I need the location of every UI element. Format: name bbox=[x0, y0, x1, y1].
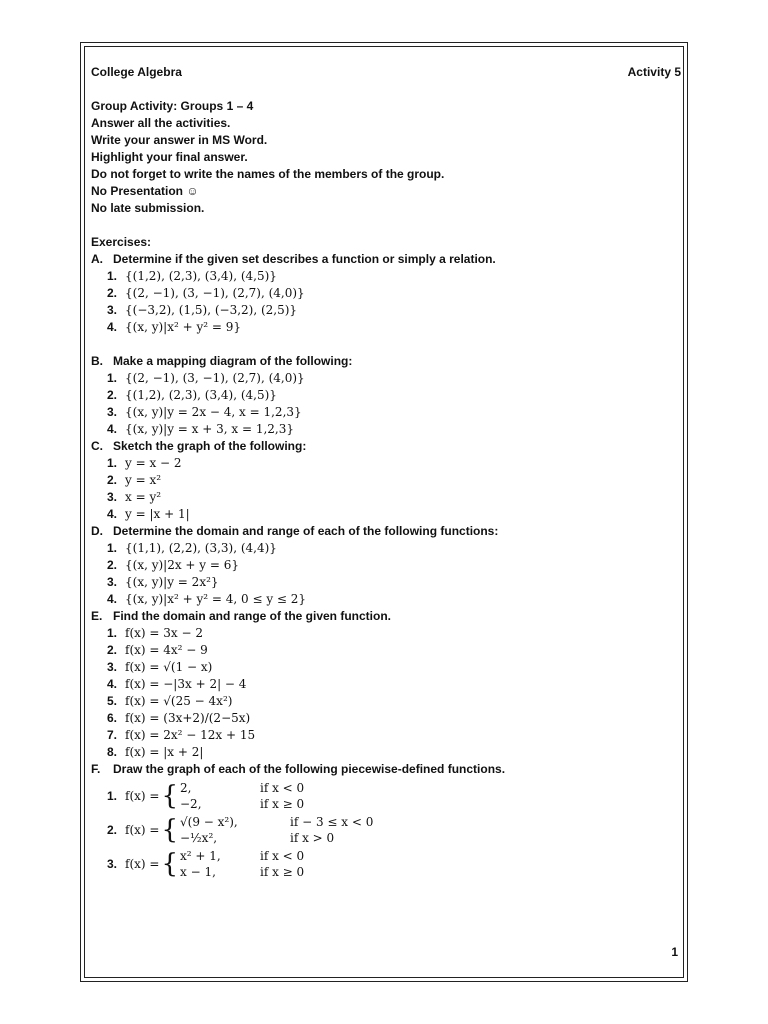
list-item bbox=[91, 710, 681, 727]
section-title: Determine the domain and range of each of the following functions: bbox=[113, 524, 499, 538]
list-item bbox=[91, 540, 681, 557]
item-expression: f(x) = |x + 2| bbox=[125, 745, 204, 759]
piecewise-item bbox=[91, 814, 681, 846]
instruction-line: Answer all the activities. bbox=[91, 116, 231, 130]
item-expression: f(x) = 3x − 2 bbox=[125, 626, 203, 640]
item-expression: {(x, y)|x² + y² = 9} bbox=[125, 320, 242, 334]
case-expression: −2, bbox=[180, 797, 202, 811]
item-expression: y = x − 2 bbox=[125, 456, 182, 470]
item-number: 2. bbox=[106, 643, 117, 657]
item-list bbox=[91, 268, 681, 336]
item-list bbox=[91, 455, 681, 523]
item-number: 3. bbox=[106, 575, 117, 589]
list-item bbox=[91, 659, 681, 676]
function-lhs: f(x) = bbox=[125, 856, 160, 871]
section-title: Sketch the graph of the following: bbox=[113, 439, 307, 453]
item-list bbox=[91, 540, 681, 608]
section bbox=[91, 353, 681, 438]
list-item bbox=[91, 404, 681, 421]
section-heading bbox=[91, 523, 681, 540]
item-expression: y = |x + 1| bbox=[125, 507, 190, 521]
list-item bbox=[91, 693, 681, 710]
case-expression: x − 1, bbox=[180, 865, 216, 879]
item-number: 1. bbox=[106, 541, 117, 555]
item-number: 1. bbox=[106, 269, 117, 283]
section-letter: F. bbox=[91, 762, 101, 776]
list-item bbox=[91, 506, 681, 523]
piecewise-cases bbox=[180, 814, 373, 846]
item-expression: {(x, y)|y = 2x − 4, x = 1,2,3} bbox=[125, 405, 302, 419]
item-expression: f(x) = 4x² − 9 bbox=[125, 643, 208, 657]
item-list bbox=[91, 370, 681, 438]
item-expression: f(x) = √(25 − 4x²) bbox=[125, 694, 233, 708]
list-item bbox=[91, 472, 681, 489]
section-heading bbox=[91, 608, 681, 625]
item-expression: {(1,2), (2,3), (3,4), (4,5)} bbox=[125, 388, 277, 402]
section-title: Make a mapping diagram of the following: bbox=[113, 354, 353, 368]
section bbox=[91, 251, 681, 336]
piecewise-list bbox=[91, 780, 681, 880]
section-heading bbox=[91, 353, 681, 370]
case-condition: if x > 0 bbox=[290, 831, 335, 845]
item-list bbox=[91, 625, 681, 761]
item-number: 2. bbox=[106, 822, 117, 837]
item-number: 4. bbox=[106, 507, 117, 521]
item-number: 1. bbox=[106, 788, 117, 803]
item-number: 1. bbox=[106, 626, 117, 640]
case-expression: x² + 1, bbox=[180, 849, 221, 863]
course-title: College Algebra bbox=[91, 65, 182, 79]
item-expression: f(x) = −|3x + 2| − 4 bbox=[125, 677, 247, 691]
section-letter: C. bbox=[91, 439, 103, 453]
case-expression: 2, bbox=[180, 781, 192, 795]
item-number: 7. bbox=[106, 728, 117, 742]
item-number: 2. bbox=[106, 558, 117, 572]
case-condition: if x ≥ 0 bbox=[260, 865, 305, 879]
exercises-label: Exercises: bbox=[91, 235, 152, 249]
section bbox=[91, 523, 681, 608]
document-page bbox=[91, 64, 681, 882]
instructions bbox=[91, 98, 681, 217]
exercise-sections bbox=[91, 251, 681, 761]
section-letter: E. bbox=[91, 609, 103, 623]
item-expression: {(−3,2), (1,5), (−3,2), (2,5)} bbox=[125, 303, 298, 317]
piecewise-case bbox=[180, 796, 304, 812]
list-item bbox=[91, 302, 681, 319]
brace-icon: { bbox=[161, 849, 178, 879]
item-expression: f(x) = (3x+2)/(2−5x) bbox=[125, 711, 251, 725]
item-expression: f(x) = √(1 − x) bbox=[125, 660, 213, 674]
item-expression: {(1,1), (2,2), (3,3), (4,4)} bbox=[125, 541, 277, 555]
function-lhs: f(x) = bbox=[125, 822, 160, 837]
case-condition: if x < 0 bbox=[260, 781, 305, 795]
list-item bbox=[91, 625, 681, 642]
piecewise-item bbox=[91, 780, 681, 812]
instruction-line: Highlight your final answer. bbox=[91, 150, 248, 164]
item-number: 4. bbox=[106, 422, 117, 436]
list-item bbox=[91, 574, 681, 591]
item-number: 3. bbox=[106, 660, 117, 674]
page-number: 1 bbox=[671, 945, 678, 959]
list-item bbox=[91, 744, 681, 761]
item-number: 1. bbox=[106, 456, 117, 470]
item-number: 8. bbox=[106, 745, 117, 759]
header bbox=[91, 64, 681, 81]
list-item bbox=[91, 370, 681, 387]
item-expression: {(2, −1), (3, −1), (2,7), (4,0)} bbox=[125, 286, 305, 300]
section-letter: D. bbox=[91, 524, 103, 538]
section-title: Draw the graph of each of the following piecewise-defined functions. bbox=[113, 762, 506, 776]
item-number: 3. bbox=[106, 856, 117, 871]
piecewise-case bbox=[180, 780, 304, 796]
item-expression: {(x, y)|y = 2x²} bbox=[125, 575, 219, 589]
piecewise-case bbox=[180, 864, 304, 880]
item-expression: {(1,2), (2,3), (3,4), (4,5)} bbox=[125, 269, 277, 283]
section-title: Find the domain and range of the given function. bbox=[113, 609, 391, 623]
piecewise-case bbox=[180, 848, 304, 864]
item-expression: y = x² bbox=[125, 473, 162, 487]
item-number: 3. bbox=[106, 405, 117, 419]
piecewise-item bbox=[91, 848, 681, 880]
section-letter: B. bbox=[91, 354, 103, 368]
section-f bbox=[91, 761, 681, 880]
list-item bbox=[91, 455, 681, 472]
piecewise-cases bbox=[180, 848, 304, 880]
case-condition: if − 3 ≤ x < 0 bbox=[290, 815, 374, 829]
item-number: 2. bbox=[106, 286, 117, 300]
item-number: 6. bbox=[106, 711, 117, 725]
list-item bbox=[91, 727, 681, 744]
instruction-line: No late submission. bbox=[91, 201, 205, 215]
list-item bbox=[91, 268, 681, 285]
item-number: 4. bbox=[106, 320, 117, 334]
section-heading bbox=[91, 251, 681, 268]
section-heading bbox=[91, 761, 681, 778]
item-number: 5. bbox=[106, 694, 117, 708]
list-item bbox=[91, 591, 681, 608]
list-item bbox=[91, 285, 681, 302]
item-number: 2. bbox=[106, 388, 117, 402]
item-number: 3. bbox=[106, 303, 117, 317]
list-item bbox=[91, 421, 681, 438]
function-lhs: f(x) = bbox=[125, 788, 160, 803]
list-item bbox=[91, 319, 681, 336]
item-number: 4. bbox=[106, 592, 117, 606]
item-number: 2. bbox=[106, 473, 117, 487]
item-expression: {(x, y)|2x + y = 6} bbox=[125, 558, 240, 572]
list-item bbox=[91, 557, 681, 574]
section-heading bbox=[91, 438, 681, 455]
list-item bbox=[91, 489, 681, 506]
section bbox=[91, 608, 681, 761]
case-condition: if x < 0 bbox=[260, 849, 305, 863]
instruction-line: No Presentation ☺ bbox=[91, 184, 199, 198]
section-letter: A. bbox=[91, 252, 103, 266]
instruction-line: Write your answer in MS Word. bbox=[91, 133, 268, 147]
list-item bbox=[91, 676, 681, 693]
piecewise-cases bbox=[180, 780, 304, 812]
item-number: 3. bbox=[106, 490, 117, 504]
instruction-line: Group Activity: Groups 1 – 4 bbox=[91, 99, 254, 113]
case-condition: if x ≥ 0 bbox=[260, 797, 305, 811]
item-expression: {(2, −1), (3, −1), (2,7), (4,0)} bbox=[125, 371, 305, 385]
case-expression: √(9 − x²), bbox=[180, 815, 238, 829]
piecewise-case bbox=[180, 814, 373, 830]
item-number: 1. bbox=[106, 371, 117, 385]
instruction-line: Do not forget to write the names of the members of the group. bbox=[91, 167, 445, 181]
item-expression: x = y² bbox=[125, 490, 162, 504]
brace-icon: { bbox=[161, 815, 178, 845]
item-expression: {(x, y)|x² + y² = 4, 0 ≤ y ≤ 2} bbox=[125, 592, 307, 606]
activity-title: Activity 5 bbox=[627, 65, 681, 79]
item-expression: {(x, y)|y = x + 3, x = 1,2,3} bbox=[125, 422, 295, 436]
piecewise-case bbox=[180, 830, 373, 846]
item-number: 4. bbox=[106, 677, 117, 691]
list-item bbox=[91, 387, 681, 404]
section-title: Determine if the given set describes a function or simply a relation. bbox=[113, 252, 496, 266]
section bbox=[91, 438, 681, 523]
list-item bbox=[91, 642, 681, 659]
item-expression: f(x) = 2x² − 12x + 15 bbox=[125, 728, 256, 742]
case-expression: −½x², bbox=[180, 831, 218, 845]
brace-icon: { bbox=[161, 781, 178, 811]
